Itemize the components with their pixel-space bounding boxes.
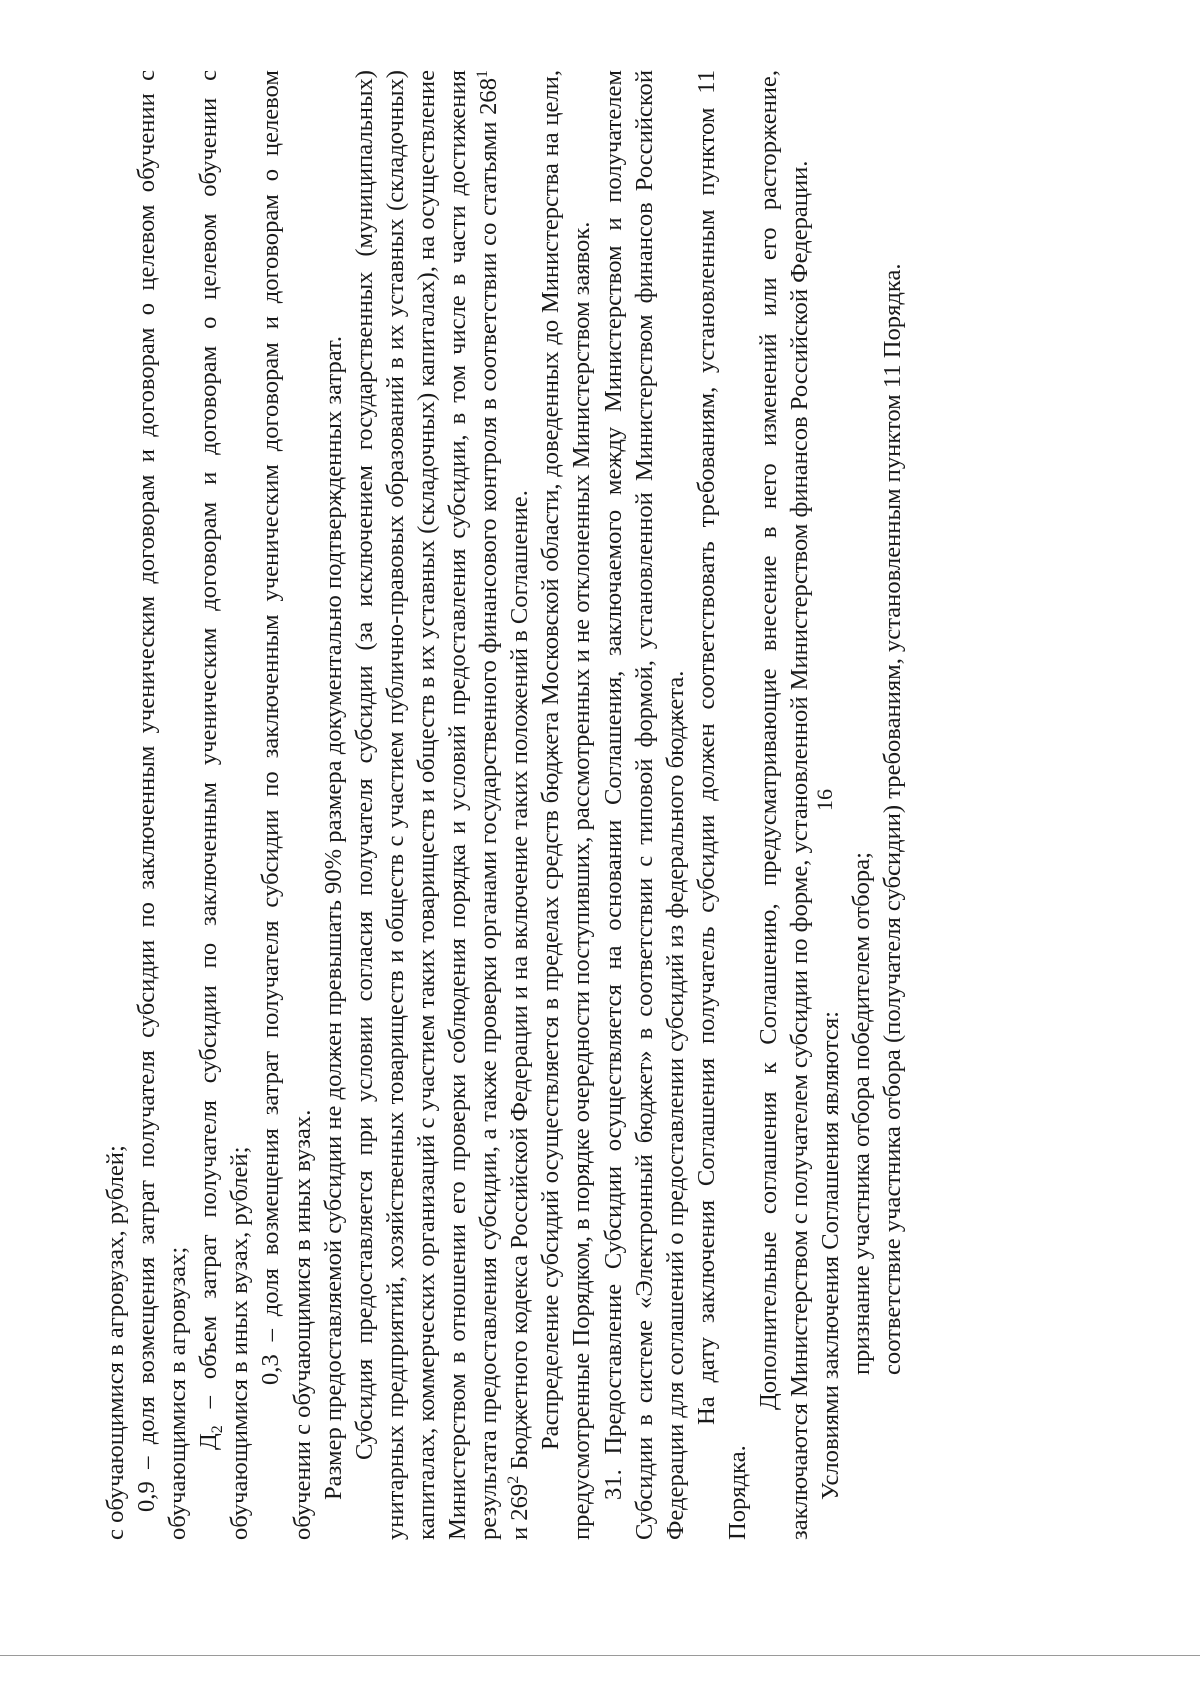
d2-text: – объем затрат получателя субсидии по заключенным ученическим договорам и договорам о целевом обучении с обучающимися в иных вузах, рублей;: [195, 70, 254, 1540]
paragraph-additional-agreements: Дополнительные соглашения к Соглашению, предусматривающие внесение в него изменений или его расторжение, заключаются Министерством с получателем субсидии по форме, установленной Министерством финансов Российской Федерации.: [754, 70, 814, 1540]
paragraph-agreement-date: На дату заключения Соглашения получатель субсидии должен соответствовать требованиям, установленным пунктом 11 Порядка.: [692, 70, 751, 1540]
d-subscript: 2: [209, 1425, 227, 1434]
paragraph-condition-winner: признание участника отбора победителем отбора;: [848, 852, 876, 1375]
consent-text-a: Субсидия предоставляется при условии согласия получателя субсидии (за исключением государственных (муниципальных) унитарных предприятий, хозяйственных товариществ и обществ с участием публично-правовых образований в их уставных (складочных) капиталах, коммерческих организаций с участием таких товариществ и обществ в их уставных (складочных) капиталах), на осуществление Министерством в отношении его проверки соблюдения порядка и условий предоставления субсидии, в том числе в части достижения результата предоставления субсидии, а также проверки органами государственного финансового контроля в соответствии со статьями 268: [350, 70, 503, 1540]
d-symbol: Д: [195, 1433, 223, 1450]
superscript-2: 2: [505, 1475, 523, 1484]
paragraph-consent-condition: [349, 70, 536, 1540]
rotated-page: [0, 10, 1200, 1590]
consent-text-b: и 269: [506, 1483, 534, 1540]
paragraph-other-share: 0,3 – доля возмещения затрат получателя субсидии по заключенным ученическим договорам и договорам о целевом обучении с обучающимися в иных вузах.: [257, 70, 316, 1540]
document-body: [100, 70, 908, 1540]
paragraph-condition-compliance: соответствие участника отбора (получателя субсидии) требованиям, установленным пунктом 11 Порядка.: [879, 263, 907, 1375]
paragraph-distribution: Распределение субсидий осуществляется в пределах средств бюджета Московской области, доведенных до Министерства на цели, предусмотренные Порядком, в порядке очередности поступивших, рассмотренных и не отклоненных Министерством заявок.: [537, 70, 596, 1540]
superscript-1: 1: [473, 70, 491, 78]
paragraph-agro-share: 0,9 – доля возмещения затрат получателя субсидии по заключенным ученическим договорам и договорам о целевом обучении с обучающимися в агровузах;: [133, 70, 192, 1540]
consent-text-c: Бюджетного кодекса Российской Федерации и на включение таких положений в Соглашение.: [506, 490, 534, 1476]
paragraph-continuation: с обучающимися в агровузах, рублей;: [102, 1145, 129, 1540]
paragraph-conditions-heading: Условиями заключения Соглашения являются:: [817, 1011, 845, 1500]
paragraph-d2-definition: [193, 70, 255, 1540]
paragraph-subsidy-limit: Размер предоставляемой субсидии не должен превышать 90% размера документально подтвержденных затрат.: [319, 335, 347, 1500]
scan-edge-line: [0, 1655, 1200, 1656]
paragraph-item-31: 31. Предоставление Субсидии осуществляется на основании Соглашения, заключаемого между Министерством и получателем Субсидии в системе «Электронный бюджет» в соответствии с типовой формой, установленной Министерством финансов Российской Федерации для соглашений о предоставлении субсидий из федерального бюджета.: [599, 70, 689, 1540]
page-number: 16: [812, 789, 837, 811]
